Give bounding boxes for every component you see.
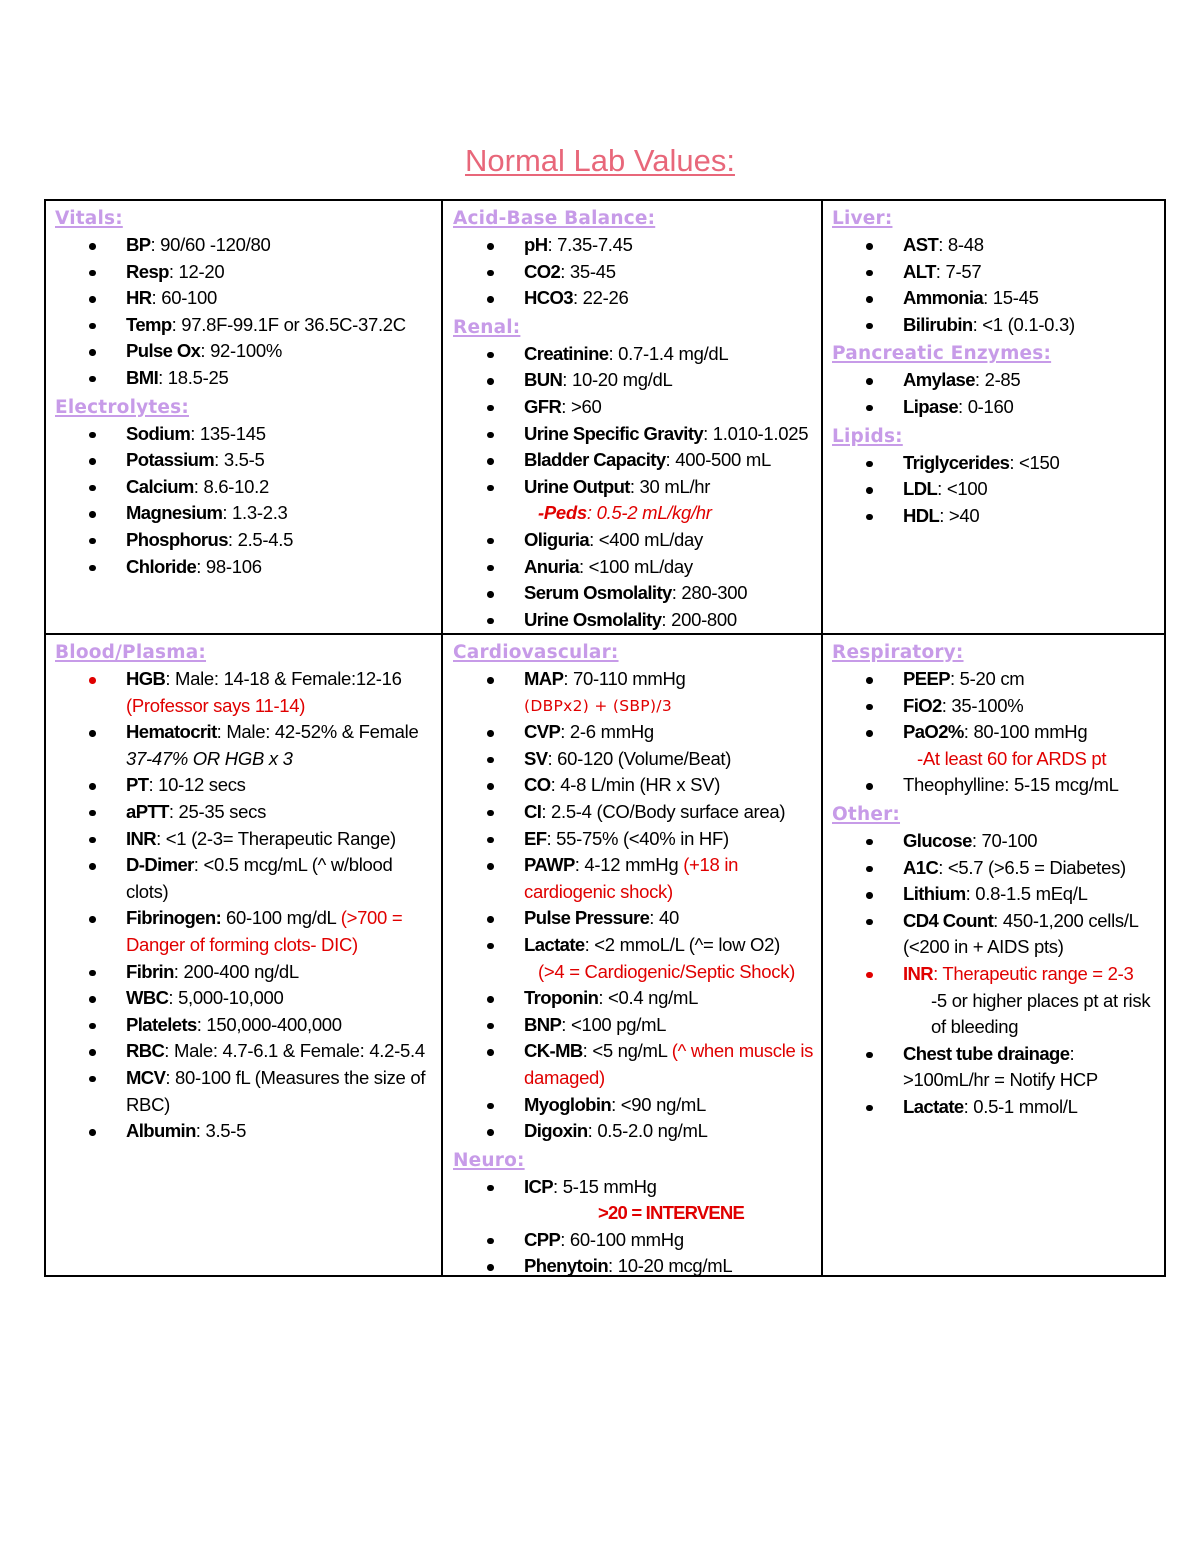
list-item: Chest tube drainage: >100mL/hr = Notify HCP bbox=[832, 1041, 1160, 1094]
section-heading-vitals: Vitals: bbox=[55, 208, 123, 229]
section-heading-other: Other: bbox=[832, 803, 901, 825]
section-heading-blood: Blood/Plasma: bbox=[55, 642, 207, 663]
list-item: HDL: >40 bbox=[832, 503, 1160, 530]
list-item: CO: 4-8 L/min (HR x SV) bbox=[453, 772, 814, 799]
list-item: Pulse Pressure: 40 bbox=[453, 905, 814, 932]
neuro-list bbox=[453, 1174, 814, 1280]
list-item: Ammonia: 15-45 bbox=[832, 285, 1160, 312]
list-item: BP: 90/60 -120/80 bbox=[55, 232, 434, 259]
list-item: SV: 60-120 (Volume/Beat) bbox=[453, 746, 814, 773]
list-item: PaO2%: 80-100 mmHg -At least 60 for ARDS pt bbox=[832, 719, 1160, 772]
section-heading-acidbase: Acid-Base Balance: bbox=[453, 208, 656, 229]
list-item: ALT: 7-57 bbox=[832, 259, 1160, 286]
list-item: Temp: 97.8F-99.1F or 36.5C-37.2C bbox=[55, 312, 434, 339]
list-item: CI: 2.5-4 (CO/Body surface area) bbox=[453, 799, 814, 826]
list-item: CD4 Count: 450-1,200 cells/L (<200 in + AIDS pts) bbox=[832, 908, 1160, 961]
acidbase-list bbox=[453, 232, 814, 312]
list-item: EF: 55-75% (<40% in HF) bbox=[453, 826, 814, 853]
list-item: Urine Specific Gravity: 1.010-1.025 bbox=[453, 421, 814, 448]
cell-blood-plasma bbox=[46, 637, 442, 1277]
section-heading-neuro: Neuro: bbox=[453, 1149, 525, 1171]
list-item: Resp: 12-20 bbox=[55, 259, 434, 286]
list-item: INR: Therapeutic range = 2-3 -5 or higher places pt at risk of bleeding bbox=[832, 961, 1160, 1041]
list-item: Phenytoin: 10-20 mcg/mL bbox=[453, 1253, 814, 1280]
list-item: Lactate: 0.5-1 mmol/L bbox=[832, 1094, 1160, 1121]
cell-vitals-electrolytes bbox=[46, 203, 442, 631]
list-item: Magnesium: 1.3-2.3 bbox=[55, 500, 434, 527]
list-item: Platelets: 150,000-400,000 bbox=[55, 1012, 434, 1039]
list-item: Serum Osmolality: 280-300 bbox=[453, 580, 814, 607]
list-item: Sodium: 135-145 bbox=[55, 421, 434, 448]
section-heading-pancreatic: Pancreatic Enzymes: bbox=[832, 343, 1052, 365]
list-item: Pulse Ox: 92-100% bbox=[55, 338, 434, 365]
list-item: Hematocrit: Male: 42-52% & Female 37-47% OR HGB x 3 bbox=[55, 719, 434, 772]
section-heading-cardio: Cardiovascular: bbox=[453, 642, 619, 663]
cell-respiratory-other bbox=[823, 637, 1168, 1277]
vitals-list bbox=[55, 232, 434, 392]
list-item: D-Dimer: <0.5 mcg/mL (^ w/blood clots) bbox=[55, 852, 434, 905]
list-item: HCO3: 22-26 bbox=[453, 285, 814, 312]
list-item: A1C: <5.7 (>6.5 = Diabetes) bbox=[832, 855, 1160, 882]
list-item: Digoxin: 0.5-2.0 ng/mL bbox=[453, 1118, 814, 1145]
renal-list bbox=[453, 341, 814, 634]
list-item: RBC: Male: 4.7-6.1 & Female: 4.2-5.4 bbox=[55, 1038, 434, 1065]
list-item: Bilirubin: <1 (0.1-0.3) bbox=[832, 312, 1160, 339]
list-item: Bladder Capacity: 400-500 mL bbox=[453, 447, 814, 474]
list-item: BNP: <100 pg/mL bbox=[453, 1012, 814, 1039]
list-item: PEEP: 5-20 cm bbox=[832, 666, 1160, 693]
list-item: Fibrin: 200-400 ng/dL bbox=[55, 959, 434, 986]
list-item: Glucose: 70-100 bbox=[832, 828, 1160, 855]
cardio-list bbox=[453, 666, 814, 1145]
list-item: CPP: 60-100 mmHg bbox=[453, 1227, 814, 1254]
list-item: Triglycerides: <150 bbox=[832, 450, 1160, 477]
list-item: Calcium: 8.6-10.2 bbox=[55, 474, 434, 501]
section-heading-respiratory: Respiratory: bbox=[832, 642, 964, 663]
cell-acidbase-renal bbox=[443, 203, 822, 631]
list-item: Oliguria: <400 mL/day bbox=[453, 527, 814, 554]
liver-list bbox=[832, 232, 1160, 338]
list-item: Troponin: <0.4 ng/mL bbox=[453, 985, 814, 1012]
list-item: Urine Output: 30 mL/hr -Peds: 0.5-2 mL/kg/hr bbox=[453, 474, 814, 527]
list-item: INR: <1 (2-3= Therapeutic Range) bbox=[55, 826, 434, 853]
list-item: CO2: 35-45 bbox=[453, 259, 814, 286]
list-item: LDL: <100 bbox=[832, 476, 1160, 503]
list-item: aPTT: 25-35 secs bbox=[55, 799, 434, 826]
section-heading-electrolytes: Electrolytes: bbox=[55, 396, 189, 418]
list-item: Phosphorus: 2.5-4.5 bbox=[55, 527, 434, 554]
list-item: MCV: 80-100 fL (Measures the size of RBC) bbox=[55, 1065, 434, 1118]
list-item: GFR: >60 bbox=[453, 394, 814, 421]
respiratory-list bbox=[832, 666, 1160, 799]
list-item: Myoglobin: <90 ng/mL bbox=[453, 1092, 814, 1119]
list-item: Lipase: 0-160 bbox=[832, 394, 1160, 421]
list-item: BMI: 18.5-25 bbox=[55, 365, 434, 392]
list-item: PT: 10-12 secs bbox=[55, 772, 434, 799]
pancreatic-list bbox=[832, 367, 1160, 420]
list-item: MAP: 70-110 mmHg (DBPx2) + (SBP)/3 bbox=[453, 666, 814, 719]
blood-list bbox=[55, 666, 434, 1145]
list-item: pH: 7.35-7.45 bbox=[453, 232, 814, 259]
list-item: Fibrinogen: 60-100 mg/dL (>700 = Danger of forming clots- DIC) bbox=[55, 905, 434, 958]
list-item: ICP: 5-15 mmHg >20 = INTERVENE bbox=[453, 1174, 814, 1227]
lipids-list bbox=[832, 450, 1160, 530]
list-item: HGB: Male: 14-18 & Female:12-16 (Professor says 11-14) bbox=[55, 666, 434, 719]
list-item: Urine Osmolality: 200-800 bbox=[453, 607, 814, 634]
other-list bbox=[832, 828, 1160, 1121]
page-title: Normal Lab Values: bbox=[465, 143, 735, 178]
list-item: Chloride: 98-106 bbox=[55, 554, 434, 581]
list-item: BUN: 10-20 mg/dL bbox=[453, 367, 814, 394]
list-item: Lactate: <2 mmoL/L (^= low O2) (>4 = Cardiogenic/Septic Shock) bbox=[453, 932, 814, 985]
list-item: Lithium: 0.8-1.5 mEq/L bbox=[832, 881, 1160, 908]
list-item: FiO2: 35-100% bbox=[832, 693, 1160, 720]
list-item: Amylase: 2-85 bbox=[832, 367, 1160, 394]
cell-liver-pancreatic-lipids bbox=[823, 203, 1168, 631]
list-item: WBC: 5,000-10,000 bbox=[55, 985, 434, 1012]
list-item: Potassium: 3.5-5 bbox=[55, 447, 434, 474]
section-heading-liver: Liver: bbox=[832, 208, 893, 229]
cell-cardio-neuro bbox=[443, 637, 822, 1277]
list-item: PAWP: 4-12 mmHg (+18 in cardiogenic shock) bbox=[453, 852, 814, 905]
electrolytes-list bbox=[55, 421, 434, 581]
peds-note: -Peds: 0.5-2 mL/kg/hr bbox=[538, 502, 712, 524]
section-heading-renal: Renal: bbox=[453, 316, 521, 338]
list-item: HR: 60-100 bbox=[55, 285, 434, 312]
list-item: Anuria: <100 mL/day bbox=[453, 554, 814, 581]
list-item: Theophylline: 5-15 mcg/mL bbox=[832, 772, 1160, 799]
list-item: Albumin: 3.5-5 bbox=[55, 1118, 434, 1145]
section-heading-lipids: Lipids: bbox=[832, 425, 903, 447]
list-item: Creatinine: 0.7-1.4 mg/dL bbox=[453, 341, 814, 368]
lab-values-table bbox=[44, 199, 1166, 1277]
list-item: CVP: 2-6 mmHg bbox=[453, 719, 814, 746]
list-item: AST: 8-48 bbox=[832, 232, 1160, 259]
list-item: CK-MB: <5 ng/mL (^ when muscle is damaged) bbox=[453, 1038, 814, 1091]
